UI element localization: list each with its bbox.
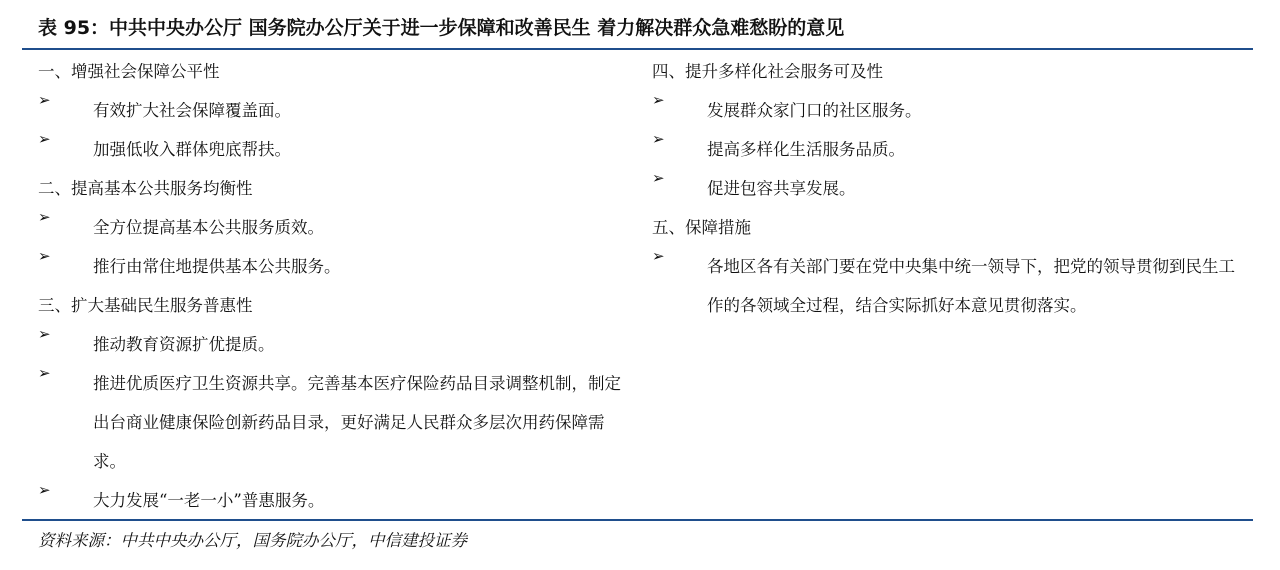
arrow-bullet-icon: ➢ <box>38 364 51 382</box>
list-item-text: 推进优质医疗卫生资源共享。完善基本医疗保险药品目录调整机制，制定出台商业健康保险创新药品目录，更好满足人民群众多层次用药保障需求。 <box>93 374 621 471</box>
list-item <box>652 91 1244 130</box>
left-column <box>38 52 628 520</box>
arrow-bullet-icon: ➢ <box>38 481 51 499</box>
list-item-text: 提高多样化生活服务品质。 <box>707 140 905 159</box>
arrow-bullet-icon: ➢ <box>38 247 51 265</box>
bottom-rule <box>22 519 1253 521</box>
arrow-bullet-icon: ➢ <box>652 169 665 187</box>
list-item-text: 推动教育资源扩优提质。 <box>93 335 275 354</box>
list-item <box>652 169 1244 208</box>
arrow-bullet-icon: ➢ <box>38 130 51 148</box>
section-heading: 三、扩大基础民生服务普惠性 <box>38 296 253 315</box>
list-item <box>38 481 628 520</box>
section-heading: 一、增强社会保障公平性 <box>38 62 220 81</box>
section-heading: 二、提高基本公共服务均衡性 <box>38 179 253 198</box>
arrow-bullet-icon: ➢ <box>38 325 51 343</box>
list-item <box>38 91 628 130</box>
arrow-bullet-icon: ➢ <box>652 130 665 148</box>
source-note: 资料来源：中共中央办公厅，国务院办公厅，中信建投证券 <box>38 531 467 550</box>
list-item-text: 促进包容共享发展。 <box>707 179 856 198</box>
list-item-text: 全方位提高基本公共服务质效。 <box>93 218 324 237</box>
list-item <box>38 130 628 169</box>
list-item-text: 发展群众家门口的社区服务。 <box>707 101 922 120</box>
list-item <box>38 325 628 364</box>
list-item <box>38 208 628 247</box>
arrow-bullet-icon: ➢ <box>38 208 51 226</box>
table-title: 表 95：中共中央办公厅 国务院办公厅关于进一步保障和改善民生 着力解决群众急难愁盼的意见 <box>38 17 845 39</box>
arrow-bullet-icon: ➢ <box>38 91 51 109</box>
arrow-bullet-icon: ➢ <box>652 247 665 265</box>
list-item-text: 大力发展“一老一小”普惠服务。 <box>93 491 325 510</box>
list-item-text: 加强低收入群体兜底帮扶。 <box>93 140 291 159</box>
top-rule <box>22 48 1253 50</box>
list-item-text: 有效扩大社会保障覆盖面。 <box>93 101 291 120</box>
section-heading: 四、提升多样化社会服务可及性 <box>652 62 883 81</box>
list-item <box>652 130 1244 169</box>
arrow-bullet-icon: ➢ <box>652 91 665 109</box>
list-item-text: 各地区各有关部门要在党中央集中统一领导下，把党的领导贯彻到民生工作的各领域全过程，结合实际抓好本意见贯彻落实。 <box>707 257 1235 315</box>
section-heading: 五、保障措施 <box>652 218 751 237</box>
list-item <box>38 364 628 481</box>
list-item <box>38 247 628 286</box>
list-item-text: 推行由常住地提供基本公共服务。 <box>93 257 341 276</box>
list-item <box>652 247 1244 325</box>
right-column <box>652 52 1244 325</box>
